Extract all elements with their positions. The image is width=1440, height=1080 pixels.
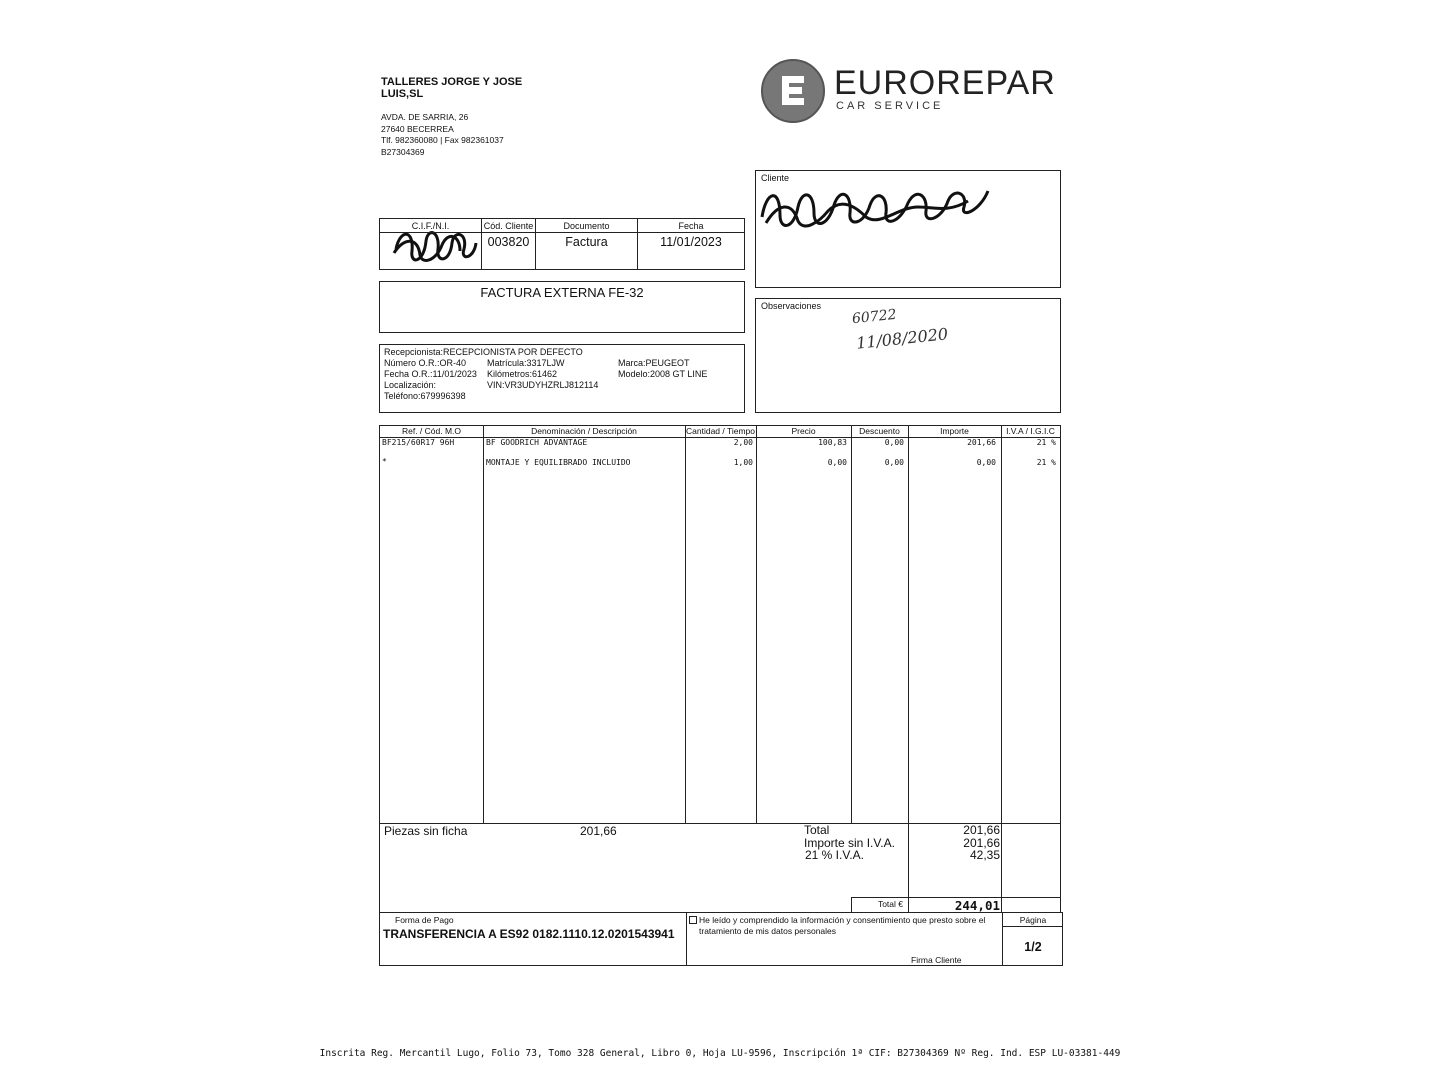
company-name-line2: LUIS,SL [381, 88, 424, 100]
row2-description: MONTAJE Y EQUILIBRADO INCLUIDO [486, 458, 631, 467]
date-cell [637, 219, 744, 269]
row1-amount: 201,66 [967, 438, 996, 447]
col-header-discount: Descuento [851, 426, 908, 438]
col-divider [851, 426, 852, 823]
vat-value: 42,35 [969, 848, 1000, 862]
total-value: 201,66 [963, 823, 1000, 837]
signature-label: Firma Cliente [911, 955, 962, 965]
order-number: Número O.R.:OR-40 [384, 358, 467, 368]
company-phone: Tlf. 982360080 | Fax 982361037 [381, 135, 504, 145]
parts-value: 201,66 [580, 824, 617, 838]
row2-discount: 0,00 [884, 458, 904, 467]
document-cell [535, 219, 637, 269]
col-header-quantity: Cantidad / Tiempo [686, 426, 755, 436]
plate: Matrícula:3317LJW [487, 358, 565, 368]
date-label: Fecha [678, 221, 704, 231]
grand-total-value: 244,01 [954, 898, 1000, 913]
document-label: Documento [563, 221, 610, 231]
document-value: Factura [565, 235, 608, 249]
order-date: Fecha O.R.:11/01/2023 [384, 369, 477, 379]
consent-line2: tratamiento de mis datos personales [699, 926, 837, 936]
page-number: 1/2 [1024, 940, 1042, 954]
vat-label: 21 % I.V.A. [805, 848, 864, 862]
col-divider [756, 426, 757, 823]
observations-label: Observaciones [761, 301, 822, 311]
grand-total-label: Total € [877, 899, 903, 909]
consent-checkbox[interactable] [689, 916, 697, 924]
invoice-title-box [379, 281, 745, 333]
order-info-box [379, 344, 745, 413]
net-value: 201,66 [963, 835, 1000, 850]
client-box [755, 170, 1061, 288]
payment-divider [686, 913, 687, 965]
col-header-ref: Ref. / Cód. M.O [380, 426, 483, 438]
redaction-scribble [390, 223, 480, 267]
totals-box [379, 823, 1061, 913]
col-divider [685, 426, 686, 823]
eurorepar-logo [760, 58, 1060, 124]
row1-ref: BF215/60R17 96H [382, 438, 455, 447]
company-street: AVDA. DE SARRIA, 26 [381, 112, 469, 122]
date-value: 11/01/2023 [660, 235, 722, 249]
row2-amount: 0,00 [976, 458, 996, 467]
header-divider [380, 232, 744, 233]
company-cif: B27304369 [381, 146, 425, 157]
vin: VIN:VR3UDYHZRLJ812114 [487, 380, 599, 390]
document-header-box [379, 218, 745, 270]
client-code-value: 003820 [487, 235, 530, 249]
col-header-price: Precio [756, 426, 851, 438]
cif-label: C.I.F./N.I. [411, 221, 450, 231]
company-name-line1: TALLERES JORGE Y JOSE [381, 76, 523, 88]
observations-box [755, 298, 1061, 413]
client-code-label: Cód. Cliente [483, 221, 534, 231]
col-header-amount: Importe [908, 426, 1001, 438]
footer-legal-text: Inscrita Reg. Mercantil Lugo, Folio 73, Tomo 328 General, Libro 0, Hoja LU-9596, Inscripción 1ª CIF: B27304369 Nº Reg. Ind. ESP LU-03381-449 [319, 1048, 1121, 1059]
invoice-lines-table [379, 425, 1061, 824]
logo-brand: EUROREPAR [834, 64, 1056, 102]
vehicle-brand: Marca:PEUGEOT [618, 358, 690, 368]
client-redaction-scribble [758, 177, 998, 237]
row2-price: 0,00 [827, 458, 847, 467]
company-city: 27640 BECERREA [381, 123, 454, 134]
company-address [381, 112, 504, 158]
handwritten-note-2: 11/08/2020 [855, 324, 949, 353]
payment-value: TRANSFERENCIA A ES92 0182.1110.12.0201543941 [383, 927, 675, 941]
client-label: Cliente [761, 173, 790, 183]
payment-box [379, 912, 1063, 966]
customer-phone: Teléfono:679996398 [384, 391, 466, 401]
row1-price: 100,83 [818, 438, 847, 447]
col-divider [483, 426, 484, 823]
net-label: Importe sin I.V.A. [804, 835, 895, 850]
total-label: Total [804, 823, 830, 837]
location: Localización: [384, 380, 437, 390]
row1-discount: 0,00 [884, 438, 904, 447]
eurorepar-logo-icon [760, 58, 826, 124]
col-divider [1001, 426, 1002, 823]
invoice-title: FACTURA EXTERNA FE-32 [480, 285, 644, 300]
payment-label: Forma de Pago [395, 915, 454, 925]
row2-ref: * [382, 457, 387, 466]
row2-quantity: 1,00 [733, 458, 753, 467]
consent-line1: He leído y comprendido la información y consentimiento que presto sobre el [699, 915, 986, 925]
row1-vat: 21 % [1036, 438, 1056, 447]
page-label: Página [1019, 915, 1047, 925]
row1-description: BF GOODRICH ADVANTAGE [486, 438, 588, 447]
col-header-description: Denominación / Descripción [483, 426, 685, 438]
parts-label: Piezas sin ficha [384, 824, 468, 838]
receptionist: Recepcionista:RECEPCIONISTA POR DEFECTO [384, 347, 583, 357]
client-code-cell [481, 219, 535, 269]
logo-subtitle: CAR SERVICE [836, 100, 944, 112]
totals-labels [804, 824, 895, 862]
col-divider [908, 426, 909, 823]
consent-text [699, 915, 985, 937]
cif-cell [380, 219, 481, 269]
row1-quantity: 2,00 [733, 438, 753, 447]
page-label-divider [1003, 926, 1063, 927]
kilometers: Kilómetros:61462 [487, 369, 558, 379]
handwritten-note-1: 60722 [851, 306, 898, 328]
vehicle-model: Modelo:2008 GT LINE [618, 369, 708, 379]
row2-vat: 21 % [1036, 458, 1056, 467]
col-header-vat: I.V.A / I.G.I.C [1001, 426, 1060, 438]
company-name [381, 76, 522, 100]
totals-values [908, 824, 1000, 862]
